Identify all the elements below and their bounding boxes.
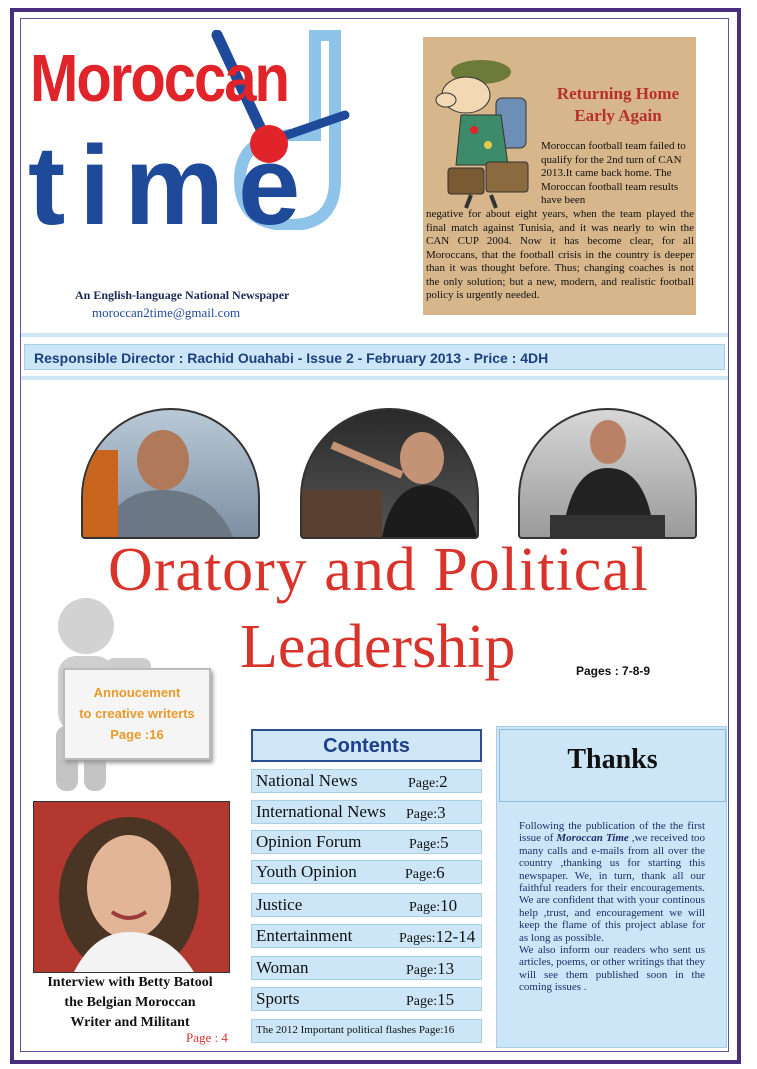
contents-item[interactable] <box>251 769 482 793</box>
contents-item-page: Page:2 <box>408 772 448 791</box>
divider <box>21 376 728 380</box>
side-story-title: Returning Home Early Again <box>556 84 680 125</box>
director-issue-bar: Responsible Director : Rachid Ouahabi - Issue 2 - February 2013 - Price : 4DH <box>24 344 725 370</box>
contents-item-label: Opinion Forum <box>256 832 362 851</box>
divider <box>21 333 728 337</box>
announcement-line-1: Annoucement <box>93 685 181 700</box>
contact-email[interactable]: moroccan2time@gmail.com <box>92 305 241 320</box>
contents-item-political-flashes[interactable]: The 2012 Important political flashes Page:16 <box>251 1019 482 1043</box>
thanks-title: Thanks <box>499 729 726 802</box>
side-story-text-top: Moroccan football team failed to qualify for the 2nd turn of CAN 2013.It came back home. The Moroccan football team results have been <box>541 140 686 206</box>
thanks-text: Following the publication of the the first issue of Moroccan Time ,we received too many calls and e-mails from all over the country ,thanking us for starting this newspaper. We, in turn, thank all our faithful readers for their encouragements. We are confident that with your continous help ,trust, and encouragement we will keep the flame of this project ablase for as long as possible. We also inform our readers who sent us articles, poems, or other writings that they will see them published soon in the coming issues . <box>519 820 706 994</box>
contents-item[interactable] <box>251 924 482 948</box>
contents-item-label: Entertainment <box>256 926 353 945</box>
contents-item-page: Pages:12-14 <box>399 927 476 946</box>
contents-item-page: Page:6 <box>405 863 445 882</box>
tagline: An English-language National Newspaper <box>75 288 290 302</box>
contents-item-label: Sports <box>256 989 300 1008</box>
contents-item-page: Page:10 <box>409 896 458 915</box>
contents-item-label: Youth Opinion <box>256 862 357 881</box>
cartoon-traveler-illustration <box>426 50 538 210</box>
headline-line-1: Oratory and Political <box>108 536 649 604</box>
logo-word-time: time <box>28 123 315 248</box>
contents-item[interactable] <box>251 987 482 1011</box>
contents-item[interactable] <box>251 830 482 854</box>
headline-line-2: Leadership <box>240 613 516 681</box>
side-story-panel <box>423 37 696 315</box>
contents-item-label: International News <box>256 802 386 821</box>
contents-item-page: Page:15 <box>406 990 455 1009</box>
contents-item[interactable] <box>251 893 482 917</box>
contents-item-page: Page:13 <box>406 959 455 978</box>
announcement-line-2: to creative writerts <box>79 706 195 721</box>
contents-item-page: Page:3 <box>406 803 446 822</box>
contents-title: Contents <box>251 729 482 762</box>
contents-item-label: National News <box>256 771 358 790</box>
side-story-text-bottom: negative for about eight years, when the team played the final match against Tunisia, and it was nearly to win the CAN CUP 2004. Now it has become clear, for all Moroccans, that the football crisis in the country is deeper than it was thought before. Thus; changing coaches is not the only solution; but a new, modern, and realistic football policy is urgently needed. <box>426 208 694 301</box>
contents-item[interactable] <box>251 956 482 980</box>
headline-pages-ref: Pages : 7-8-9 <box>576 664 651 678</box>
contents-item[interactable] <box>251 860 482 884</box>
logo-word-moroccan: Moroccan <box>30 41 288 116</box>
contents-item-label: Woman <box>256 958 309 977</box>
contents-item-label: Justice <box>256 895 303 914</box>
contents-item[interactable] <box>251 800 482 824</box>
announcement-page: Page :16 <box>110 727 164 742</box>
interview-photo <box>33 801 230 973</box>
announcement-board[interactable] <box>63 668 211 760</box>
interview-page-ref: Page : 4 <box>186 1030 228 1045</box>
contents-item-page: Page:5 <box>409 833 449 852</box>
interview-caption[interactable]: Interview with Betty Batool the Belgian Moroccan Writer and Militant <box>47 975 213 1030</box>
